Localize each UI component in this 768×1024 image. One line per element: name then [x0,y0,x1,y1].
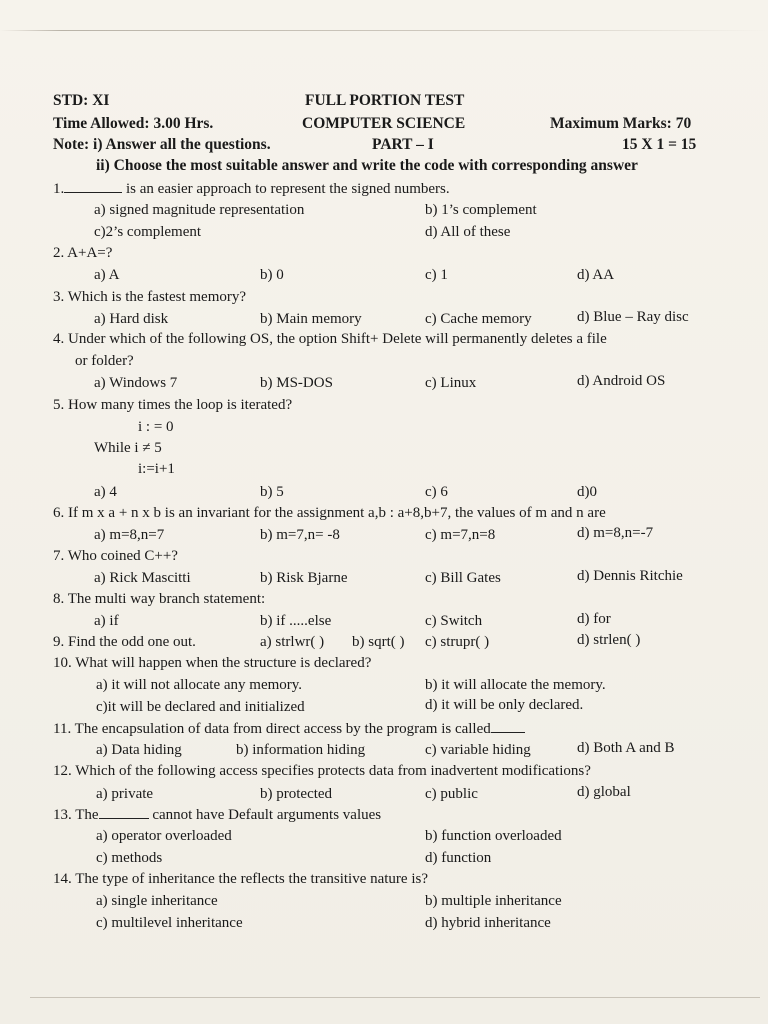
option: c) public [425,786,478,802]
option: b) 0 [260,267,284,283]
question-9: 9. Find the odd one out. [53,634,196,650]
option: b) sqrt( ) [352,634,405,650]
instruction-line: ii) Choose the most suitable answer and write the code with corresponding answer [96,157,638,174]
std-label: STD: XI [53,92,110,109]
option: b) Main memory [260,311,362,327]
part-label: PART – I [372,136,434,153]
answer-blank [99,806,149,819]
option: a) Rick Mascitti [94,570,191,586]
test-title: FULL PORTION TEST [305,92,465,109]
option: c) Linux [425,375,477,391]
option: b) if .....else [260,613,332,629]
option: d) Dennis Ritchie [577,568,683,584]
option: d) All of these [425,224,511,240]
paper-edge-top [0,30,768,31]
answer-blank [64,180,122,193]
option: d) AA [577,267,615,283]
option: b) MS-DOS [260,375,333,391]
option: c) Bill Gates [425,570,501,586]
option: a) if [94,613,119,629]
maximum-marks: Maximum Marks: 70 [550,115,692,132]
option: d) m=8,n=-7 [577,525,654,541]
option: d) it will be only declared. [425,697,584,713]
option: a) Windows 7 [94,375,178,391]
code-line: i : = 0 [138,419,174,435]
option: d) hybrid inheritance [425,915,551,931]
option: b) Risk Bjarne [260,570,348,586]
option: d)0 [577,484,597,500]
option: a) it will not allocate any memory. [96,677,303,693]
option: d) Blue – Ray disc [577,309,689,325]
paper-edge-bottom [30,997,760,998]
question-4: 4. Under which of the following OS, the option Shift+ Delete will permanently deletes a file [53,331,607,347]
option: d) for [577,611,611,627]
answer-blank [491,720,525,733]
option: b) m=7,n= -8 [260,527,340,543]
option: c)it will be declared and initialized [96,699,305,715]
option: b) 5 [260,484,284,500]
option: b) 1’s complement [425,202,537,218]
option: c) Cache memory [425,311,532,327]
option: d) Both A and B [577,740,675,756]
note-line: Note: i) Answer all the questions. [53,136,271,153]
option: a) Hard disk [94,311,169,327]
option: a) m=8,n=7 [94,527,165,543]
question-13: 13. The cannot have Default arguments values [53,807,382,823]
option: c) Switch [425,613,483,629]
option: a) A [94,267,120,283]
subject-title: COMPUTER SCIENCE [302,115,466,132]
question-2: 2. A+A=? [53,245,113,261]
option: c) variable hiding [425,742,531,758]
marks-calculation: 15 X 1 = 15 [622,136,697,153]
question-12: 12. Which of the following access specifies protects data from inadvertent modifications? [53,763,591,779]
option: a) strlwr( ) [260,634,325,650]
option: c) methods [96,850,163,866]
question-1: 1. is an easier approach to represent the signed numbers. [53,181,450,197]
option: c) multilevel inheritance [96,915,243,931]
option: b) multiple inheritance [425,893,562,909]
option: a) Data hiding [96,742,182,758]
code-line: While i ≠ 5 [94,440,162,456]
option: b) protected [260,786,333,802]
option: a) single inheritance [96,893,218,909]
question-3: 3. Which is the fastest memory? [53,289,247,305]
option: b) information hiding [236,742,366,758]
code-line: i:=i+1 [138,461,175,477]
option: d) strlen( ) [577,632,641,648]
option: c) m=7,n=8 [425,527,496,543]
option: a) 4 [94,484,117,500]
question-11: 11. The encapsulation of data from direct access by the program is called [53,720,525,738]
question-8: 8. The multi way branch statement: [53,591,266,607]
option: a) private [96,786,154,802]
time-allowed: Time Allowed: 3.00 Hrs. [53,115,214,132]
option: d) function [425,850,492,866]
question-4-continuation: or folder? [75,353,134,369]
question-14: 14. The type of inheritance the reflects the transitive nature is? [53,871,428,887]
question-10: 10. What will happen when the structure is declared? [53,655,372,671]
option: a) signed magnitude representation [94,202,305,218]
option: c) strupr( ) [425,634,490,650]
option: d) Android OS [577,373,666,389]
option: c) 1 [425,267,448,283]
question-7: 7. Who coined C++? [53,548,178,564]
option: a) operator overloaded [96,828,232,844]
question-5: 5. How many times the loop is iterated? [53,397,293,413]
question-6: 6. If m x a + n x b is an invariant for the assignment a,b : a+8,b+7, the values of m and n are [53,505,606,521]
option: c)2’s complement [94,224,202,240]
option: b) function overloaded [425,828,562,844]
option: d) global [577,784,631,800]
option: b) it will allocate the memory. [425,677,606,693]
option: c) 6 [425,484,448,500]
